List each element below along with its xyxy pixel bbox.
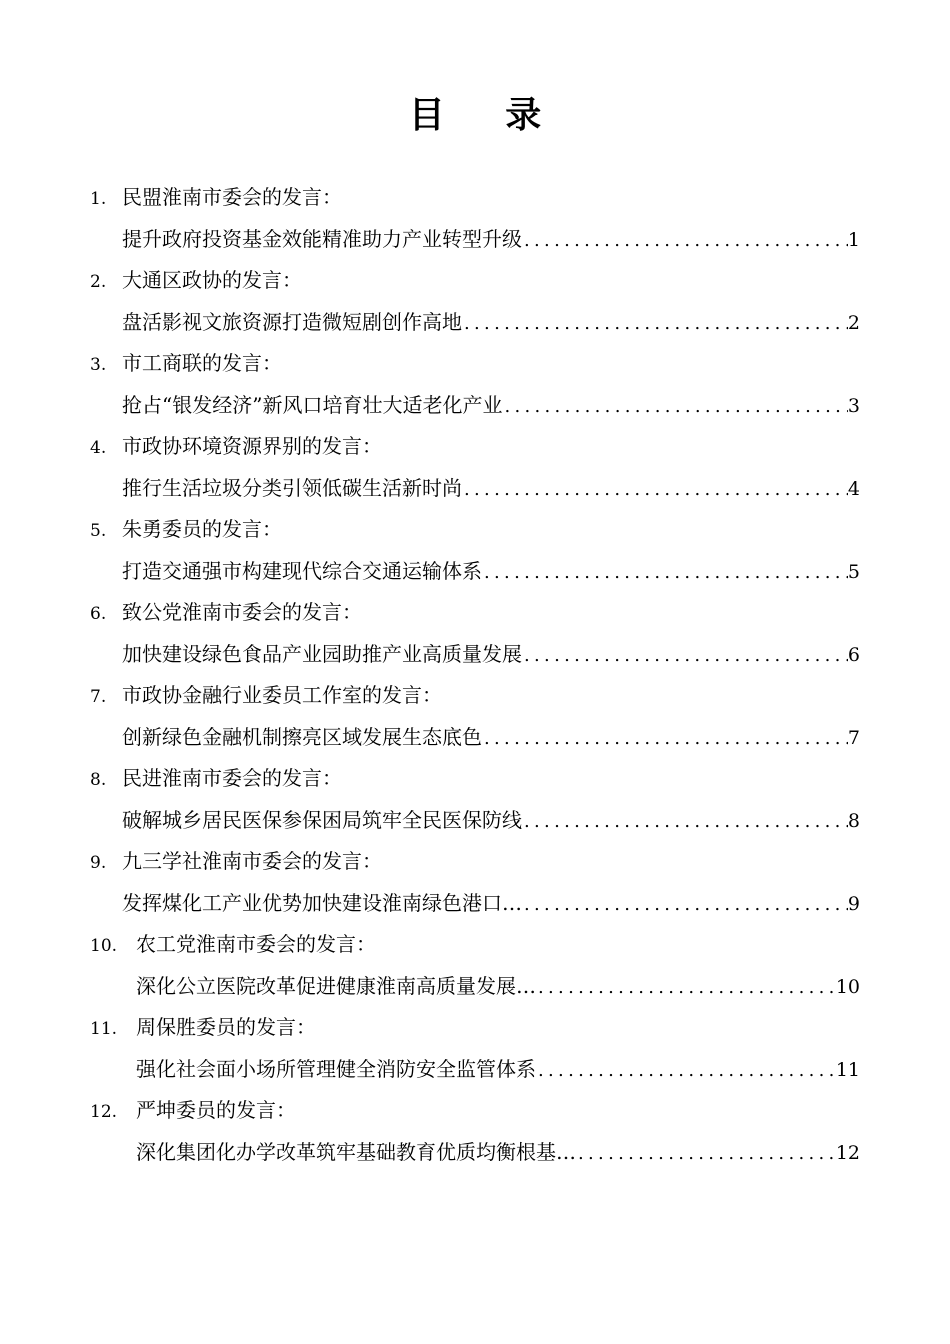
toc-entry-heading xyxy=(90,923,376,965)
toc-entry-heading xyxy=(90,259,302,301)
dot-leader xyxy=(464,469,848,511)
toc-link[interactable] xyxy=(122,799,860,841)
page-title: 目 录 xyxy=(408,94,566,136)
dot-leader xyxy=(524,801,848,843)
entry-speaker: 朱勇委员的发言： xyxy=(122,517,282,541)
toc-entry xyxy=(90,425,860,508)
entry-number: 11. xyxy=(90,1019,118,1039)
entry-number: 9. xyxy=(90,853,107,873)
toc-entry-heading xyxy=(90,508,282,550)
entry-page-number: 9 xyxy=(847,893,860,915)
dot-leader xyxy=(524,884,848,926)
entry-page-number: 5 xyxy=(847,561,860,583)
entry-page-number: 2 xyxy=(847,312,860,334)
toc-link[interactable] xyxy=(136,965,860,1007)
table-of-contents xyxy=(90,176,860,1172)
entry-number: 1. xyxy=(90,189,107,209)
toc-entry-heading xyxy=(90,591,362,633)
dot-leader xyxy=(524,220,848,262)
entry-number: 12. xyxy=(90,1102,118,1122)
toc-link[interactable] xyxy=(122,882,860,924)
toc-entry-heading xyxy=(90,425,382,467)
entry-speaker: 致公党淮南市委会的发言： xyxy=(122,600,362,624)
entry-number: 10. xyxy=(90,936,118,956)
toc-link[interactable] xyxy=(122,467,860,509)
entry-speaker: 民进淮南市委会的发言： xyxy=(122,766,342,790)
entry-number: 2. xyxy=(90,272,107,292)
entry-topic: 提升政府投资基金效能精准助力产业转型升级 xyxy=(122,227,522,251)
toc-entry xyxy=(90,757,860,840)
entry-speaker: 大通区政协的发言： xyxy=(122,268,302,292)
toc-link[interactable] xyxy=(122,550,860,592)
entry-number: 7. xyxy=(90,687,107,707)
toc-entry xyxy=(90,1089,860,1172)
entry-speaker: 市工商联的发言： xyxy=(122,351,282,375)
entry-page-number: 1 xyxy=(847,229,860,251)
toc-entry xyxy=(90,508,860,591)
entry-topic: 推行生活垃圾分类引领低碳生活新时尚 xyxy=(122,476,462,500)
toc-link[interactable] xyxy=(122,384,860,426)
entry-topic: 加快建设绿色食品产业园助推产业高质量发展 xyxy=(122,642,522,666)
toc-entry xyxy=(90,259,860,342)
entry-page-number: 10 xyxy=(835,976,860,998)
entry-speaker: 农工党淮南市委会的发言： xyxy=(136,932,376,956)
toc-entry-heading xyxy=(90,840,382,882)
entry-speaker: 周保胜委员的发言： xyxy=(136,1015,316,1039)
toc-entry xyxy=(90,342,860,425)
dot-leader xyxy=(578,1133,836,1175)
entry-number: 8. xyxy=(90,770,107,790)
toc-link[interactable] xyxy=(122,218,860,260)
entry-topic: 深化集团化办学改革筑牢基础教育优质均衡根基… xyxy=(136,1140,576,1164)
entry-speaker: 民盟淮南市委会的发言： xyxy=(122,185,342,209)
entry-page-number: 6 xyxy=(847,644,860,666)
dot-leader xyxy=(504,386,847,428)
toc-link[interactable] xyxy=(136,1131,860,1173)
entry-number: 6. xyxy=(90,604,107,624)
entry-page-number: 7 xyxy=(847,727,860,749)
entry-speaker: 严坤委员的发言： xyxy=(136,1098,296,1122)
dot-leader xyxy=(538,1050,836,1092)
toc-link[interactable] xyxy=(122,716,860,758)
entry-speaker: 市政协金融行业委员工作室的发言： xyxy=(122,683,442,707)
entry-number: 4. xyxy=(90,438,107,458)
entry-topic: 创新绿色金融机制擦亮区域发展生态底色 xyxy=(122,725,482,749)
toc-link[interactable] xyxy=(122,633,860,675)
toc-entry xyxy=(90,923,860,1006)
entry-topic: 破解城乡居民医保参保困局筑牢全民医保防线 xyxy=(122,808,522,832)
entry-page-number: 11 xyxy=(835,1059,860,1081)
toc-link[interactable] xyxy=(122,301,860,343)
dot-leader xyxy=(538,967,836,1009)
entry-page-number: 12 xyxy=(835,1142,860,1164)
toc-entry xyxy=(90,840,860,923)
entry-topic: 强化社会面小场所管理健全消防安全监管体系 xyxy=(136,1057,536,1081)
entry-number: 5. xyxy=(90,521,107,541)
dot-leader xyxy=(464,303,848,345)
toc-entry-heading xyxy=(90,176,342,218)
entry-topic: 盘活影视文旅资源打造微短剧创作高地 xyxy=(122,310,462,334)
entry-speaker: 九三学社淮南市委会的发言： xyxy=(122,849,382,873)
entry-page-number: 3 xyxy=(847,395,860,417)
toc-entry-heading xyxy=(90,342,282,384)
dot-leader xyxy=(484,718,848,760)
toc-entry xyxy=(90,591,860,674)
entry-topic: 深化公立医院改革促进健康淮南高质量发展… xyxy=(136,974,536,998)
entry-topic: 抢占“银发经济”新风口培育壮大适老化产业 xyxy=(122,393,503,417)
entry-topic: 打造交通强市构建现代综合交通运输体系 xyxy=(122,559,482,583)
entry-page-number: 4 xyxy=(847,478,860,500)
toc-entry-heading xyxy=(90,1006,316,1048)
dot-leader xyxy=(484,552,848,594)
toc-link[interactable] xyxy=(136,1048,860,1090)
toc-entry xyxy=(90,1006,860,1089)
entry-speaker: 市政协环境资源界别的发言： xyxy=(122,434,382,458)
entry-topic: 发挥煤化工产业优势加快建设淮南绿色港口… xyxy=(122,891,522,915)
toc-entry-heading xyxy=(90,757,342,799)
entry-number: 3. xyxy=(90,355,107,375)
toc-entry-heading xyxy=(90,674,442,716)
toc-entry xyxy=(90,674,860,757)
dot-leader xyxy=(524,635,848,677)
toc-entry xyxy=(90,176,860,259)
toc-entry-heading xyxy=(90,1089,296,1131)
entry-page-number: 8 xyxy=(847,810,860,832)
